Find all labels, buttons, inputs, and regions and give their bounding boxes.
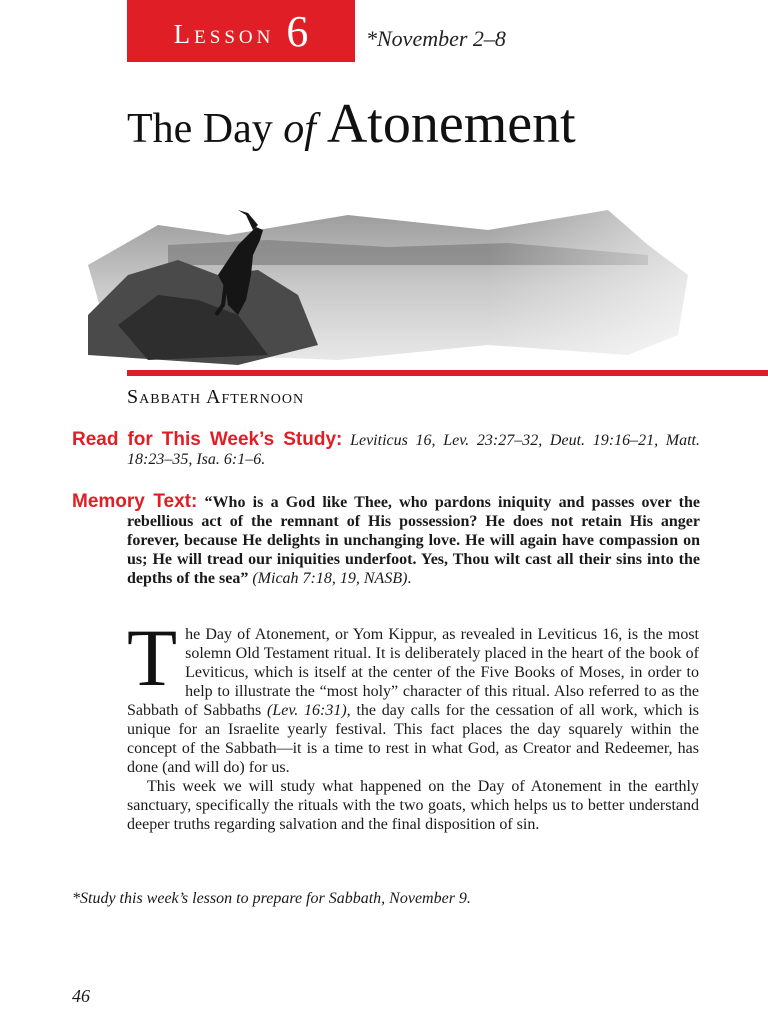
paragraph-1-a: he Day of Atonement, or Yom Kippur, as revealed in Leviticus 16, is the most solemn Old Testament ritual. It is deliberately placed in the heart of the book of Leviticus, which is itself at the center of the Five Books of Moses, in order to help to illustrate the “most holy” character of this ritual. Also referred to as the Sabbath of Sabbaths bbox=[127, 626, 699, 719]
memory-label: Memory Text: bbox=[72, 491, 198, 512]
lesson-badge bbox=[127, 0, 355, 62]
paragraph-1-ref: (Lev. 16:31), bbox=[266, 702, 351, 719]
drop-cap: T bbox=[127, 612, 178, 703]
goat-on-cliff-illustration bbox=[88, 205, 688, 365]
footnote: *Study this week’s lesson to prepare for Sabbath, November 9. bbox=[72, 890, 471, 907]
title-main: Atonement bbox=[315, 93, 576, 155]
page-number: 46 bbox=[72, 986, 90, 1006]
reading-label: Read for This Week’s Study: bbox=[72, 429, 343, 450]
memory-text: “Who is a God like Thee, who pardons iniquity and passes over the rebellious act of the remnant of His possession? He does not retain His anger forever, because He delights in unchanging love. He will again have compassion on us; He will tread our iniquities underfoot. Yes, Thou wilt cast all their sins into the depths of the sea” bbox=[127, 494, 701, 587]
lesson-number: 6 bbox=[286, 6, 309, 56]
lesson-word: Lesson bbox=[173, 18, 275, 49]
title-pre: The Day bbox=[127, 106, 284, 152]
paragraph-1-b: the day calls for the cessation of all work, which is unique for an Israelite yearly festival. This fact places the day squarely within the concept of the Sabbath—it is a time to rest in what God, as Creator and Redeemer, has done (and will do) for us. bbox=[127, 702, 700, 776]
date-range: *November 2–8 bbox=[366, 26, 506, 51]
paragraph-2: This week we will study what happened on the Day of Atonement in the earthly sanctuary, specifically the rituals with the two goats, which helps us to better understand deeper truths regarding salvation and the final disposition of sin. bbox=[127, 778, 699, 833]
title-of: of bbox=[283, 106, 316, 152]
memory-end: . bbox=[407, 570, 412, 587]
section-divider bbox=[127, 370, 768, 376]
section-heading: Sabbath Afternoon bbox=[127, 386, 305, 408]
paragraph-1 bbox=[127, 612, 700, 777]
body-text bbox=[127, 612, 700, 834]
memory-text-block bbox=[72, 492, 700, 588]
memory-reference: (Micah 7:18, 19, NASB) bbox=[248, 570, 408, 587]
reading-refs: Leviticus 16, Lev. 23:27–32, Deut. 19:16–21, Matt. 18:23–35, Isa. 6:1–6. bbox=[127, 432, 701, 468]
page-title bbox=[127, 92, 576, 156]
reading-block bbox=[72, 430, 700, 469]
